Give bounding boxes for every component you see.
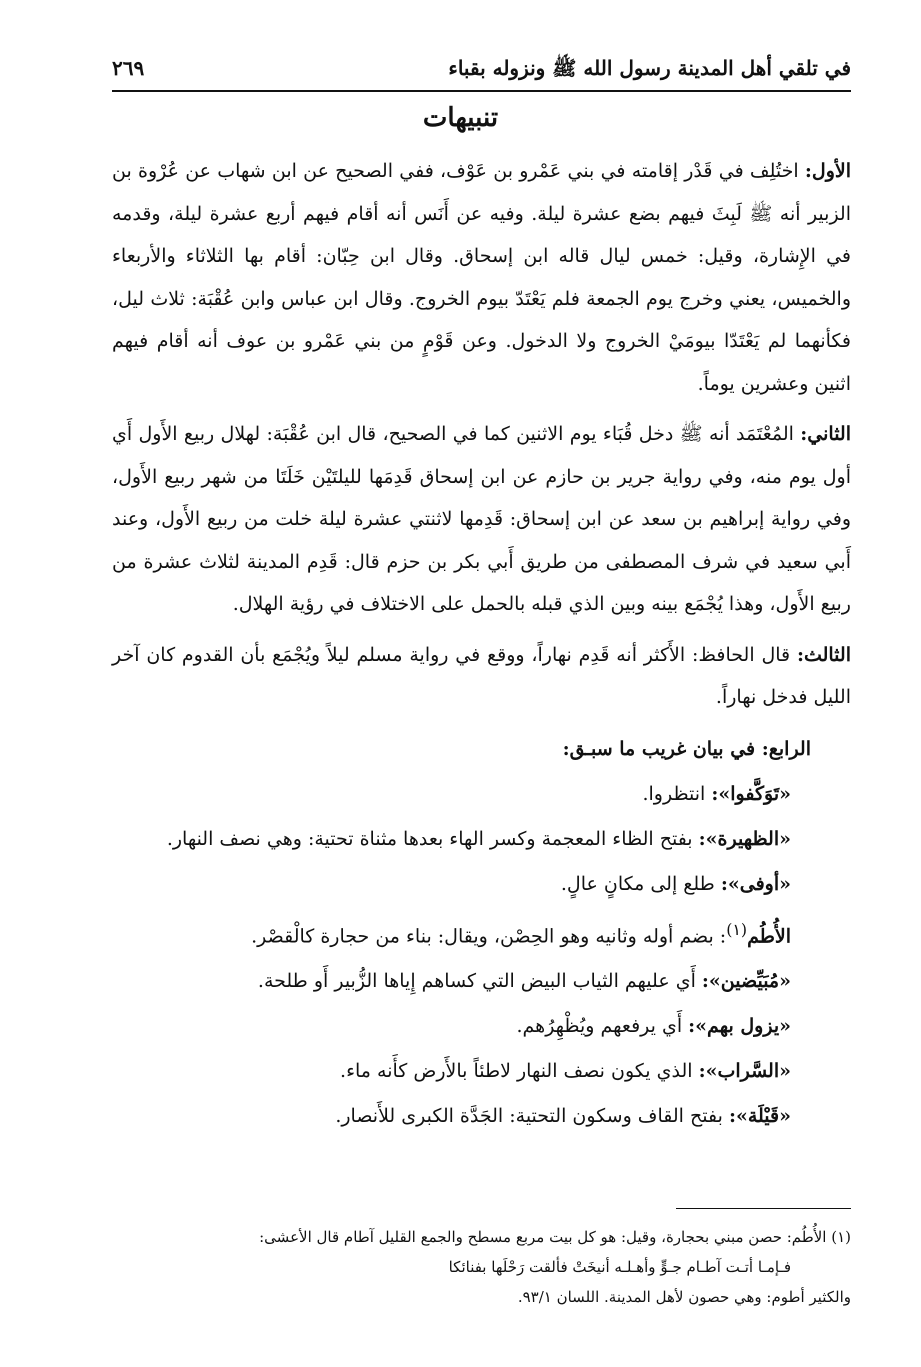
paragraph-text: قال الحافظ: الأَكثر أنه قَدِم نهاراً، ووقع في رواية مسلم ليلاً ويُجْمَع بأن القدوم كان آخر الليل فدخل نهاراً.	[112, 643, 851, 708]
glossary-term: «قَيْلَة»:	[728, 1104, 791, 1127]
glossary-definition: : بضم أوله وثانيه وهو الحِصْن، ويقال: بناء من حجارة كالْقصْر.	[251, 924, 727, 947]
glossary-definition: طلع إلى مكانٍ عالٍ.	[560, 872, 721, 895]
paragraph-text: اختُلِف في قَدْر إقامته في بني عَمْرو بن عَوْف، ففي الصحيح عن ابن شهاب عن عُرْوة بن الزبير أنه ﷺ لَبِثَ فيهم بضع عشرة ليلة. وفيه عن أَنَس أنه أقام فيهم أربع عشرة ليلة، وقدمه في الإِشارة، وقيل: خمس ليال قاله ابن إسحاق. وقال ابن حِبّان: أقام بها الثلاثاء والأربعاء والخميس، يعني وخرج يوم الجمعة فلم يَعْتَدّ بيوم الخروج. وقال ابن عباس وابن عُقْبَة: ثلاث ليل، فكأنهما لم يَعْتَدّا بيومَيْ الخروج ولا الدخول. وعن قَوْمٍ من بني عَمْرو بن عوف أنه أقام فيهم اثنين وعشرين يوماً.	[112, 160, 851, 395]
glossary-item	[112, 1049, 851, 1094]
running-header	[112, 50, 851, 92]
glossary-item	[112, 959, 851, 1004]
glossary-label: الرابع:	[761, 737, 811, 760]
glossary-item	[112, 862, 851, 907]
footnote-text: والكثير أطوم: وهي حصون لأهل المدينة. اللسان ٩٣/١.	[517, 1288, 851, 1306]
footnote-verse: فـإمـا أتـت آطـام جـوٍّ وأهـلـه أنيخَتْ فألقت رَحْلَها بفنائكا	[448, 1258, 791, 1276]
glossary-term: «تَوَكَّفوا»:	[711, 782, 791, 805]
glossary-item	[112, 817, 851, 862]
glossary-definition: بفتح القاف وسكون التحتية: الجَدَّة الكبرى للأَنصار.	[335, 1104, 729, 1127]
glossary-heading	[112, 727, 851, 772]
glossary-item	[112, 1004, 851, 1049]
section-heading: تنبيهات	[422, 103, 499, 133]
paragraph-third	[112, 634, 851, 719]
glossary-term: «أوفى»:	[720, 872, 791, 895]
glossary-definition: الذي يكون نصف النهار لاطئاً بالأَرض كأَنه ماء.	[340, 1059, 699, 1082]
glossary-definition: بفتح الظاء المعجمة وكسر الهاء بعدها مثناة تحتية: وهي نصف النهار.	[166, 827, 699, 850]
footnote-text: (١) الأُطُم: حصن مبني بحجارة، وقيل: هو كل بيت مربع مسطح والجمع القليل آطام قال الأعشى:	[259, 1228, 851, 1246]
footnote-marker: (١)	[726, 919, 748, 939]
glossary-term: «السَّراب»:	[698, 1059, 791, 1082]
glossary-item	[112, 772, 851, 817]
paragraph-label: الثالث:	[796, 643, 851, 666]
header-title: في تلقي أهل المدينة رسول الله ﷺ ونزوله بقباء	[448, 56, 851, 80]
glossary-definition: أَي عليهم الثياب البيض التي كساهم إِياها الزُّبير أَو طلحة.	[257, 969, 702, 992]
paragraph-label: الأول:	[804, 160, 851, 182]
glossary-definition: أَي يرفعهم ويُظْهِرُهم.	[516, 1014, 689, 1037]
glossary-term: الأُطُم	[747, 924, 791, 947]
glossary-term: «الظهيرة»:	[698, 827, 791, 850]
paragraph-first	[112, 150, 851, 405]
paragraph-label: الثاني:	[800, 423, 851, 445]
paragraph-second	[112, 413, 851, 626]
paragraph-text: المُعْتَمَد أنه ﷺ دخل قُبَاء يوم الاثنين كما في الصحيح، قال ابن عُقْبَة: لهلال ربيع الأَول أَي أول يوم منه، وفي رواية جرير بن حازم عن ابن إسحاق قَدِمَها لليلتَيْن خَلَتَا من شهر ربيع الأَول، وفي رواية إبراهيم بن سعد عن ابن إسحاق: قَدِمها لاثنتي عشرة ليلة خلت من ربيع الأَول، وعند أَبي سعيد في شرف المصطفى من طريق أَبي بكر بن حزم قال: قَدِم المدينة لثلاث عشرة من ربيع الأَول، وهذا يُجْمَع بينه وبين الذي قبله بالحمل على الاختلاف في رؤية الهلال.	[112, 423, 851, 615]
page-number: ٢٦٩	[112, 56, 145, 80]
glossary-definition: انتظروا.	[642, 782, 712, 805]
glossary-term: «مُبَيِّضين»:	[701, 969, 791, 992]
glossary-title: في بيان غريب ما سبـق:	[562, 737, 762, 760]
glossary-item	[112, 907, 851, 959]
body-text	[112, 150, 851, 1139]
footnotes	[112, 1222, 851, 1312]
footnote-divider	[676, 1208, 851, 1209]
glossary-item	[112, 1094, 851, 1139]
glossary-term: «يزول بهم»:	[688, 1014, 791, 1037]
